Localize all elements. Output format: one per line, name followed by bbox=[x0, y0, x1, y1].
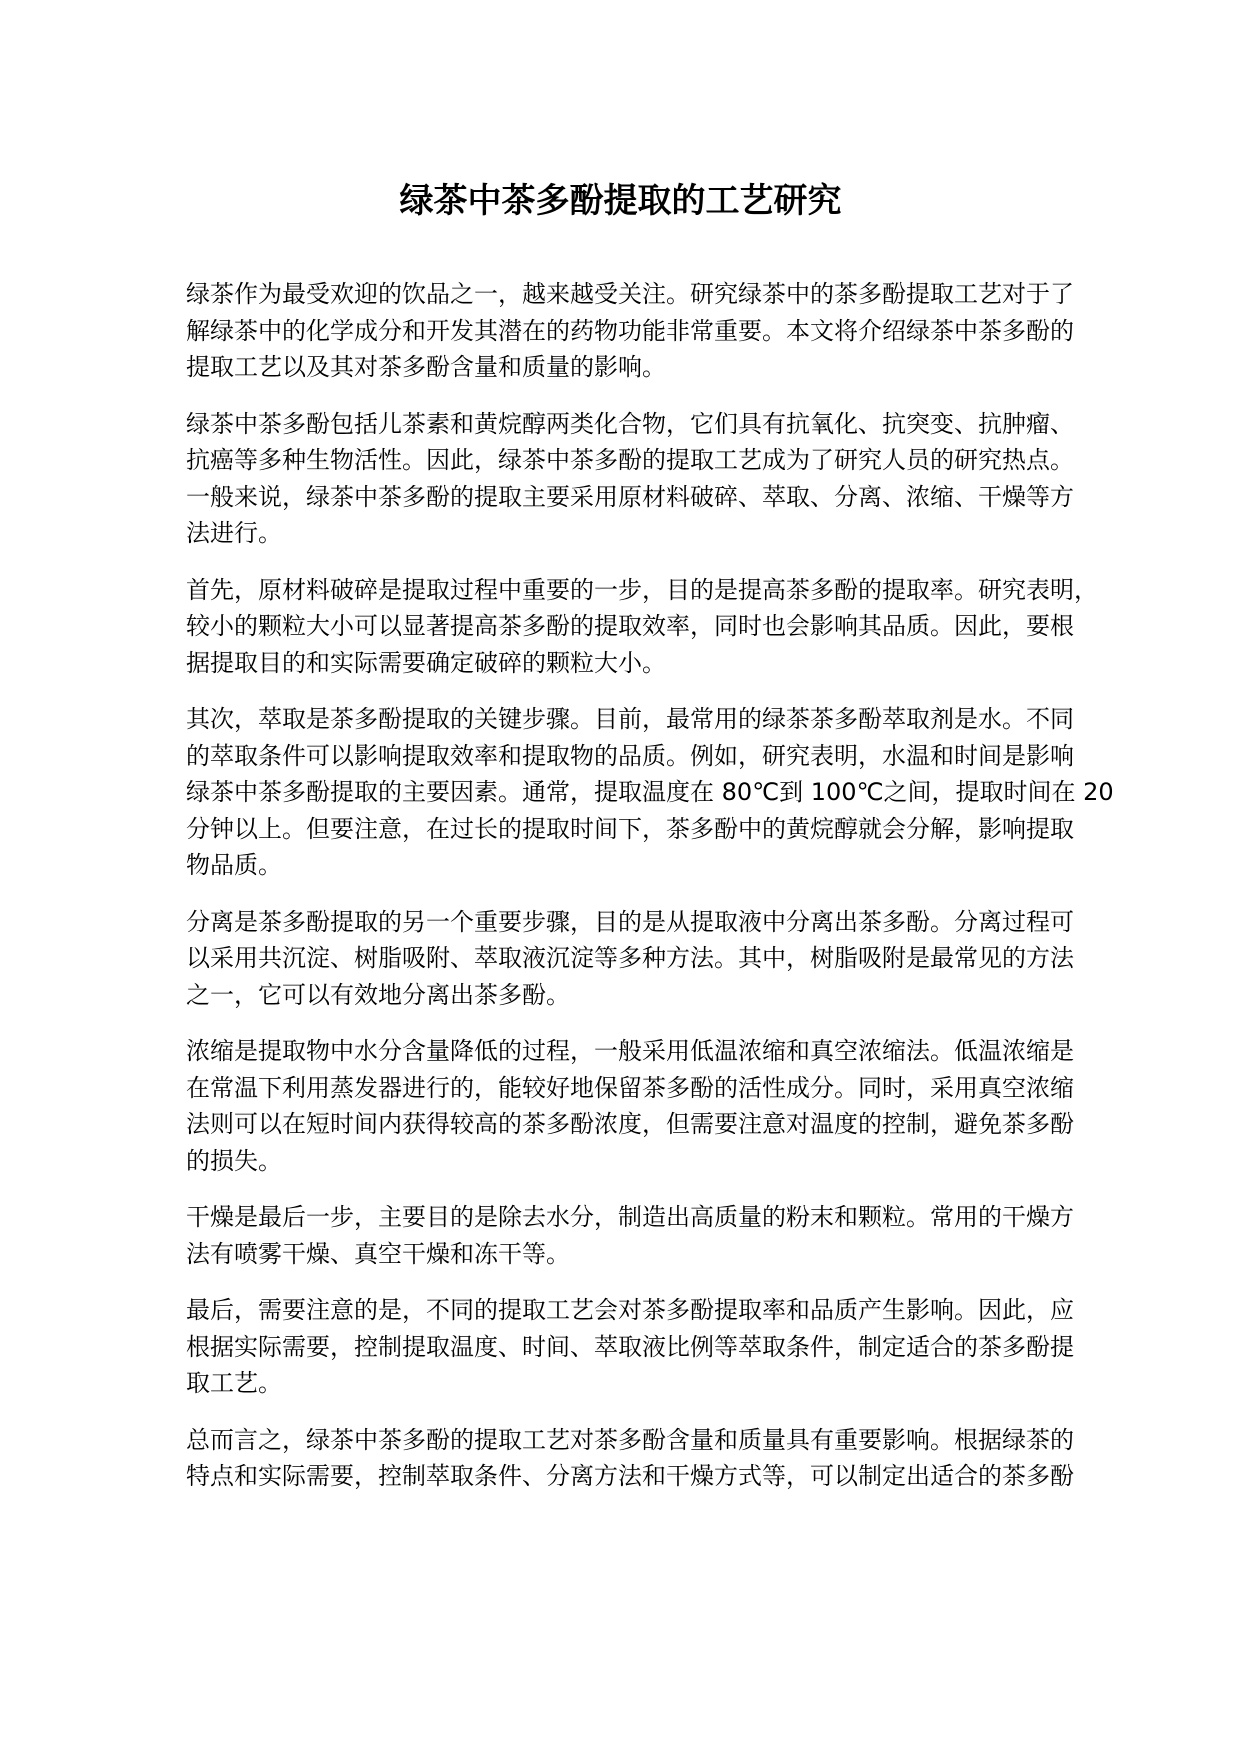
paragraph-line: 物品质。 bbox=[186, 851, 282, 879]
paragraph bbox=[186, 276, 1074, 386]
paragraph-line: 一般来说，绿茶中茶多酚的提取主要采用原材料破碎、萃取、分离、浓缩、干燥等方 bbox=[186, 482, 1074, 511]
paragraph bbox=[186, 406, 1074, 552]
paragraph bbox=[186, 1292, 1074, 1402]
paragraph-line: 绿茶中茶多酚包括儿茶素和黄烷醇两类化合物，它们具有抗氧化、抗突变、抗肿瘤、 bbox=[186, 409, 1074, 438]
paragraph-line: 取工艺。 bbox=[186, 1369, 282, 1397]
document-title: 绿茶中茶多酚提取的工艺研究 bbox=[399, 181, 842, 221]
paragraph-line: 以采用共沉淀、树脂吸附、萃取液沉淀等多种方法。其中，树脂吸附是最常见的方法 bbox=[186, 944, 1074, 972]
paragraph-line: 特点和实际需要，控制萃取条件、分离方法和干燥方式等，可以制定出适合的茶多酚 bbox=[186, 1462, 1074, 1490]
paragraph-line: 法有喷雾干燥、真空干燥和冻干等。 bbox=[186, 1239, 570, 1268]
paragraph bbox=[186, 1033, 1074, 1179]
paragraph-line: 分离是茶多酚提取的另一个重要步骤，目的是从提取液中分离出茶多酚。分离过程可 bbox=[186, 907, 1074, 936]
paragraph-line: 总而言之，绿茶中茶多酚的提取工艺对茶多酚含量和质量具有重要影响。根据绿茶的 bbox=[186, 1425, 1074, 1454]
paragraph-line: 较小的颗粒大小可以显著提高茶多酚的提取效率，同时也会影响其品质。因此，要根 bbox=[186, 612, 1074, 640]
paragraph-line: 据提取目的和实际需要确定破碎的颗粒大小。 bbox=[186, 648, 666, 677]
paragraph-line: 在常温下利用蒸发器进行的，能较好地保留茶多酚的活性成分。同时，采用真空浓缩 bbox=[186, 1073, 1074, 1102]
paragraph-line: 解绿茶中的化学成分和开发其潜在的药物功能非常重要。本文将介绍绿茶中茶多酚的 bbox=[186, 316, 1074, 345]
paragraph-line: 根据实际需要，控制提取温度、时间、萃取液比例等萃取条件，制定适合的茶多酚提 bbox=[186, 1332, 1074, 1361]
paragraph bbox=[186, 1422, 1074, 1495]
paragraph-line: 绿茶中茶多酚提取的主要因素。通常，提取温度在 80℃到 100℃之间，提取时间在 20 bbox=[186, 778, 1114, 806]
paragraph-line: 之一，它可以有效地分离出茶多酚。 bbox=[186, 980, 570, 1009]
paragraph-line: 的萃取条件可以影响提取效率和提取物的品质。例如，研究表明，水温和时间是影响 bbox=[186, 741, 1074, 770]
paragraph-line: 抗癌等多种生物活性。因此，绿茶中茶多酚的提取工艺成为了研究人员的研究热点。 bbox=[186, 446, 1074, 474]
document-body bbox=[186, 276, 1114, 1515]
paragraph-line: 首先，原材料破碎是提取过程中重要的一步，目的是提高茶多酚的提取率。研究表明， bbox=[186, 575, 1098, 604]
paragraph bbox=[186, 904, 1074, 1014]
paragraph bbox=[186, 572, 1098, 682]
paragraph-line: 分钟以上。但要注意，在过长的提取时间下，茶多酚中的黄烷醇就会分解，影响提取 bbox=[186, 814, 1074, 843]
paragraph-line: 浓缩是提取物中水分含量降低的过程，一般采用低温浓缩和真空浓缩法。低温浓缩是 bbox=[186, 1037, 1074, 1065]
paragraph-line: 干燥是最后一步，主要目的是除去水分，制造出高质量的粉末和颗粒。常用的干燥方 bbox=[186, 1203, 1074, 1231]
paragraph bbox=[186, 701, 1114, 884]
paragraph-line: 法进行。 bbox=[186, 519, 282, 547]
paragraph-line: 最后，需要注意的是，不同的提取工艺会对茶多酚提取率和品质产生影响。因此，应 bbox=[186, 1296, 1074, 1324]
paragraph-line: 法则可以在短时间内获得较高的茶多酚浓度，但需要注意对温度的控制，避免茶多酚 bbox=[186, 1110, 1074, 1138]
paragraph bbox=[186, 1199, 1074, 1272]
paragraph-line: 其次，萃取是茶多酚提取的关键步骤。目前，最常用的绿茶茶多酚萃取剂是水。不同 bbox=[186, 705, 1074, 733]
paragraph-line: 的损失。 bbox=[186, 1146, 282, 1175]
paragraph-line: 绿茶作为最受欢迎的饮品之一，越来越受关注。研究绿茶中的茶多酚提取工艺对于了 bbox=[186, 280, 1074, 308]
paragraph-line: 提取工艺以及其对茶多酚含量和质量的影响。 bbox=[186, 353, 666, 381]
